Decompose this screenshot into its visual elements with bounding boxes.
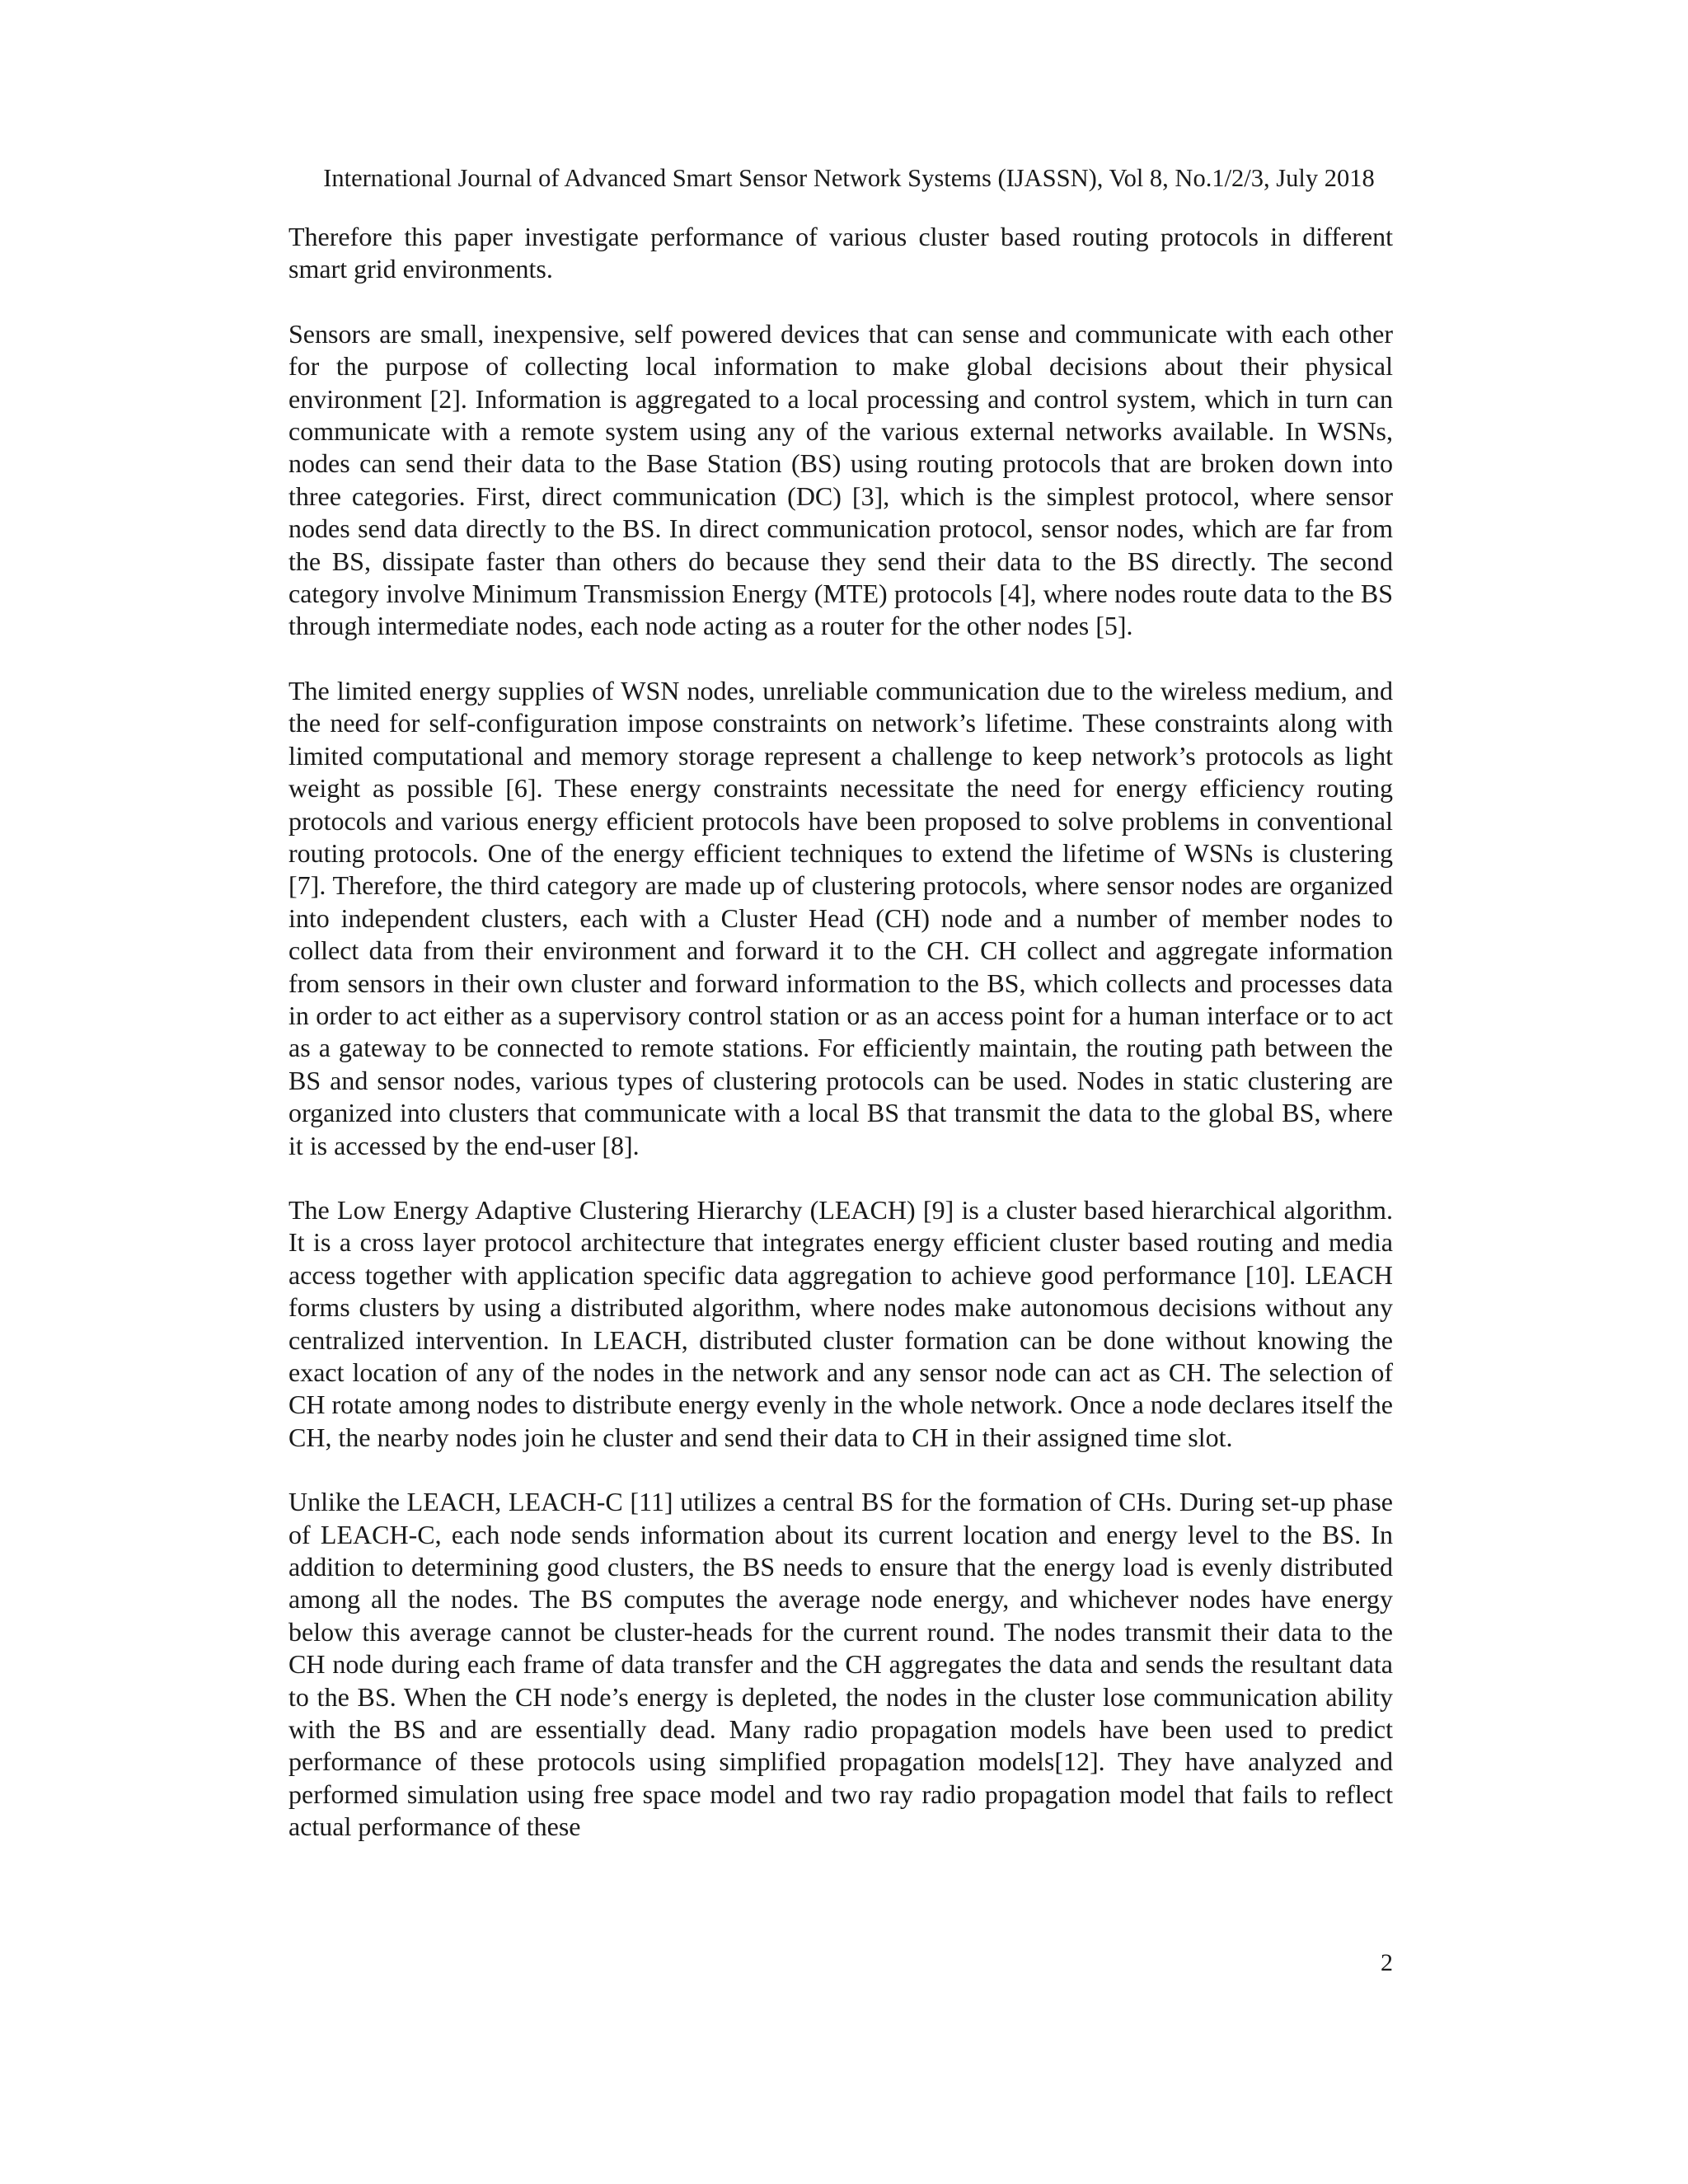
paragraph-intro: Therefore this paper investigate performance of various cluster based routing protocols in different smart grid environments. [288,222,1393,284]
paragraph-leach-c: Unlike the LEACH, LEACH-C [11] utilizes a central BS for the formation of CHs. During set-up phase of LEACH-C, each node sends information about its current location and energy level to the BS. In addition to determining good clusters, the BS needs to ensure that the energy load is evenly distributed among all the nodes. The BS computes the average node energy, and whichever nodes have energy below this average cannot be cluster-heads for the current round. The nodes transmit their data to the CH node during each frame of data transfer and the CH aggregates the data and sends the resultant data to the BS. When the CH node’s energy is depleted, the nodes in the cluster lose communication ability with the BS and are essentially dead. Many radio propagation models have been used to predict performance of these protocols using simplified propagation models[12]. They have analyzed and performed simulation using free space model and two ray radio propagation model that fails to reflect actual performance of these [288,1487,1393,1842]
paragraph-energy-constraints: The limited energy supplies of WSN nodes, unreliable communication due to the wireless medium, and the need for self-configuration impose constraints on network’s lifetime. These constraints along with limited computational and memory storage represent a challenge to keep network’s protocols as light weight as possible [6]. These energy constraints necessitate the need for energy efficiency routing protocols and various energy efficient protocols have been proposed to solve problems in conventional routing protocols. One of the energy efficient techniques to extend the lifetime of WSNs is clustering [7]. Therefore, the third category are made up of clustering protocols, where sensor nodes are organized into independent clusters, each with a Cluster Head (CH) node and a number of member nodes to collect data from their environment and forward it to the CH. CH collect and aggregate information from sensors in their own cluster and forward information to the BS, which collects and processes data in order to act either as a supervisory control station or as an access point for a human interface or to act as a gateway to be connected to remote stations. For efficiently maintain, the routing path between the BS and sensor nodes, various types of clustering protocols can be used. Nodes in static clustering are organized into clusters that communicate with a local BS that transmit the data to the global BS, where it is accessed by the end-user [8]. [288,675,1393,1160]
page-number: 2 [1381,1949,1393,1976]
paragraph-leach: The Low Energy Adaptive Clustering Hierarchy (LEACH) [9] is a cluster based hierarchical algorithm. It is a cross layer protocol architecture that integrates energy efficient cluster based routing and media access together with application specific data aggregation to achieve good performance [10]. LEACH forms clusters by using a distributed algorithm, where nodes make autonomous decisions without any centralized intervention. In LEACH, distributed cluster formation can be done without knowing the exact location of any of the nodes in the network and any sensor node can act as CH. The selection of CH rotate among nodes to distribute energy evenly in the whole network. Once a node declares itself the CH, the nearby nodes join he cluster and send their data to CH in their assigned time slot. [288,1194,1393,1452]
body-text [288,221,1393,1844]
paragraph-sensors: Sensors are small, inexpensive, self powered devices that can sense and communicate with each other for the purpose of collecting local information to make global decisions about their physical environment [2]. Information is aggregated to a local processing and control system, which in turn can communicate with a remote system using any of the various external networks available. In WSNs, nodes can send their data to the Base Station (BS) using routing protocols that are broken down into three categories. First, direct communication (DC) [3], which is the simplest protocol, where sensor nodes send data directly to the BS. In direct communication protocol, sensor nodes, which are far from the BS, dissipate faster than others do because they send their data to the BS directly. The second category involve Minimum Transmission Energy (MTE) protocols [4], where nodes route data to the BS through intermediate nodes, each node acting as a router for the other nodes [5]. [288,318,1393,641]
running-header: International Journal of Advanced Smart Sensor Network Systems (IJASSN), Vol 8, No.1/2/3, July 2018 [323,164,1375,192]
